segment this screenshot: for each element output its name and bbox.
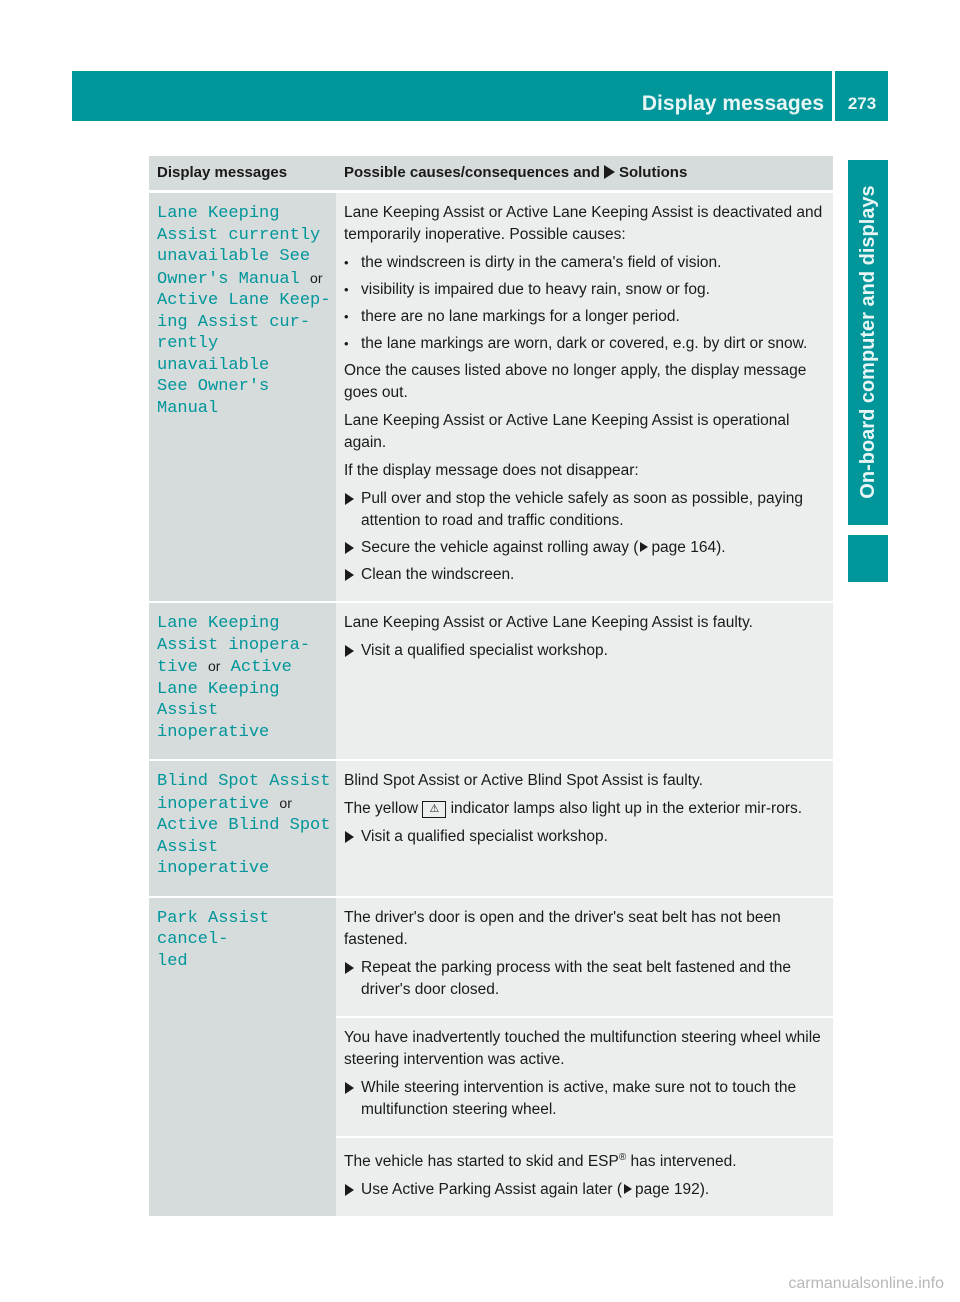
page-number: 273 xyxy=(847,94,877,113)
message-line: See Owner's Manual xyxy=(157,377,270,418)
message-text: Active xyxy=(230,658,292,677)
step-arrow-icon xyxy=(345,1082,354,1094)
section-marker xyxy=(848,535,888,582)
col-header-prefix: Possible causes/consequences and xyxy=(344,164,600,181)
message-line xyxy=(157,793,332,816)
cause-text-part: has intervened. xyxy=(626,1152,737,1170)
warning-lamp-icon: ⚠ xyxy=(422,801,446,818)
step-text: Pull over and stop the vehicle safely as soon as possible, paying attention to road and traffic conditions. xyxy=(361,490,804,529)
col-header-solutions xyxy=(336,156,833,190)
step-text: Clean the windscreen. xyxy=(361,566,515,583)
message-line: Assist currently xyxy=(157,225,321,245)
message-text: Owner's Manual xyxy=(157,269,300,289)
list-item xyxy=(344,333,827,355)
col-header-messages: Display messages xyxy=(157,164,288,181)
list-item xyxy=(344,306,827,328)
action-step xyxy=(344,826,827,848)
info-text-part: indicator lamps also light up in the exterior mir-rors. xyxy=(450,800,803,817)
watermark: carmanualsonline.info xyxy=(788,1275,944,1292)
info-text: Once the causes listed above no longer apply, the display message goes out. xyxy=(344,362,807,401)
step-text: While steering intervention is active, make sure not to touch the multifunction steering wheel. xyxy=(361,1078,797,1118)
header-divider xyxy=(832,71,835,121)
or-label: or xyxy=(279,794,292,811)
cause-text: Blind Spot Assist or Active Blind Spot Assist is faulty. xyxy=(344,772,703,789)
cause-text: You have inadvertently touched the multifunction steering wheel while steering intervention was active. xyxy=(344,1028,821,1068)
page-ref-icon xyxy=(640,542,648,552)
action-step xyxy=(344,957,827,1001)
action-step xyxy=(344,1077,827,1121)
cause-text-part: The vehicle has started to skid and ESP xyxy=(344,1152,619,1170)
solution-cell xyxy=(336,761,833,896)
solution-block xyxy=(336,1016,833,1136)
solution-block xyxy=(336,1136,833,1216)
action-step xyxy=(344,488,827,532)
table-row xyxy=(149,191,833,601)
message-line: unavailable See xyxy=(157,247,311,266)
info-text: Lane Keeping Assist or Active Lane Keeping Assist is operational again. xyxy=(344,412,790,451)
step-text: Secure the vehicle against rolling away ( xyxy=(361,539,639,556)
message-line: rently unavailable xyxy=(157,334,270,375)
step-arrow-icon xyxy=(345,962,354,974)
page-ref-icon xyxy=(624,1184,632,1194)
step-arrow-icon xyxy=(345,542,354,554)
page-ref[interactable]: page 164). xyxy=(651,539,726,556)
message-line: Lane Keeping xyxy=(157,679,280,699)
action-step xyxy=(344,537,827,559)
list-item xyxy=(344,279,827,301)
cause-item: there are no lane markings for a longer period. xyxy=(361,308,680,325)
step-arrow-icon xyxy=(345,493,354,505)
table-row xyxy=(149,896,833,1216)
display-messages-table xyxy=(149,156,833,1216)
section-tab-label: On-board computer and displays xyxy=(857,185,879,499)
solution-cell xyxy=(336,898,833,1216)
bullet-icon: • xyxy=(344,309,349,324)
cause-item: visibility is impaired due to heavy rain, snow or fog. xyxy=(361,281,710,298)
step-arrow-icon xyxy=(345,645,354,657)
step-arrow-icon xyxy=(345,1184,354,1196)
message-line: Active Blind Spot xyxy=(157,816,331,835)
message-line: ing Assist cur‐ xyxy=(157,312,311,332)
action-step xyxy=(344,640,827,662)
or-label: or xyxy=(310,269,323,286)
message-line: Assist inopera‐ xyxy=(157,635,311,655)
cause-item: the lane markings are worn, dark or covered, e.g. by dirt or snow. xyxy=(361,335,808,352)
info-text xyxy=(344,798,827,820)
solution-block xyxy=(336,898,833,1016)
message-line: Active Lane Keep‐ xyxy=(157,291,331,310)
step-text: Repeat the parking process with the seat belt fastened and the driver's door closed. xyxy=(361,958,791,998)
solution-block xyxy=(336,603,833,677)
cause-text xyxy=(344,1147,827,1173)
step-text: Use Active Parking Assist again later ( xyxy=(361,1180,623,1198)
solution-block xyxy=(336,761,833,863)
cause-text: Lane Keeping Assist or Active Lane Keeping Assist is faulty. xyxy=(344,614,753,631)
step-arrow-icon xyxy=(345,569,354,581)
message-line xyxy=(157,268,332,291)
step-text: Visit a qualified specialist workshop. xyxy=(361,642,608,659)
cause-item: the windscreen is dirty in the camera's field of vision. xyxy=(361,254,722,271)
page-title: Display messages xyxy=(641,92,824,115)
message-text: tive xyxy=(157,658,198,677)
step-text: Visit a qualified specialist workshop. xyxy=(361,828,608,845)
list-item xyxy=(344,252,827,274)
table-row xyxy=(149,759,833,896)
display-message xyxy=(149,603,336,759)
display-message xyxy=(149,898,336,1216)
message-line: Lane Keeping xyxy=(157,614,280,633)
message-line: Lane Keeping xyxy=(157,204,280,223)
table-row xyxy=(149,601,833,759)
col-header-suffix: Solutions xyxy=(618,164,688,181)
info-text: If the display message does not disappear: xyxy=(344,462,639,479)
action-step xyxy=(344,1179,827,1201)
bullet-icon: • xyxy=(344,282,349,297)
table-header xyxy=(149,156,833,191)
display-message xyxy=(149,761,336,896)
page-ref[interactable]: page 192). xyxy=(635,1180,710,1198)
message-text: inoperative xyxy=(157,794,270,814)
solution-cell xyxy=(336,193,833,601)
cause-text: Lane Keeping Assist or Active Lane Keeping Assist is deactivated and temporarily inoperative. Possible causes: xyxy=(344,204,823,243)
message-line: Blind Spot Assist xyxy=(157,772,331,791)
message-line: Assist inoperative xyxy=(157,837,270,878)
solution-cell xyxy=(336,603,833,759)
display-message xyxy=(149,193,336,601)
message-line: Assist inoperative xyxy=(157,701,270,742)
action-step xyxy=(344,564,827,586)
cause-text: The driver's door is open and the driver's seat belt has not been fastened. xyxy=(344,908,781,948)
registered-mark: ® xyxy=(618,1151,627,1163)
solution-arrow-icon xyxy=(604,165,615,179)
message-line xyxy=(157,656,332,679)
or-label: or xyxy=(208,658,221,674)
bullet-icon: • xyxy=(344,336,349,351)
bullet-icon: • xyxy=(344,255,349,270)
message-line: Park Assist cancel‐ xyxy=(157,908,270,949)
step-arrow-icon xyxy=(345,831,354,843)
info-text-part: The yellow xyxy=(344,800,419,817)
message-line: led xyxy=(157,951,188,971)
solution-block xyxy=(336,193,833,601)
